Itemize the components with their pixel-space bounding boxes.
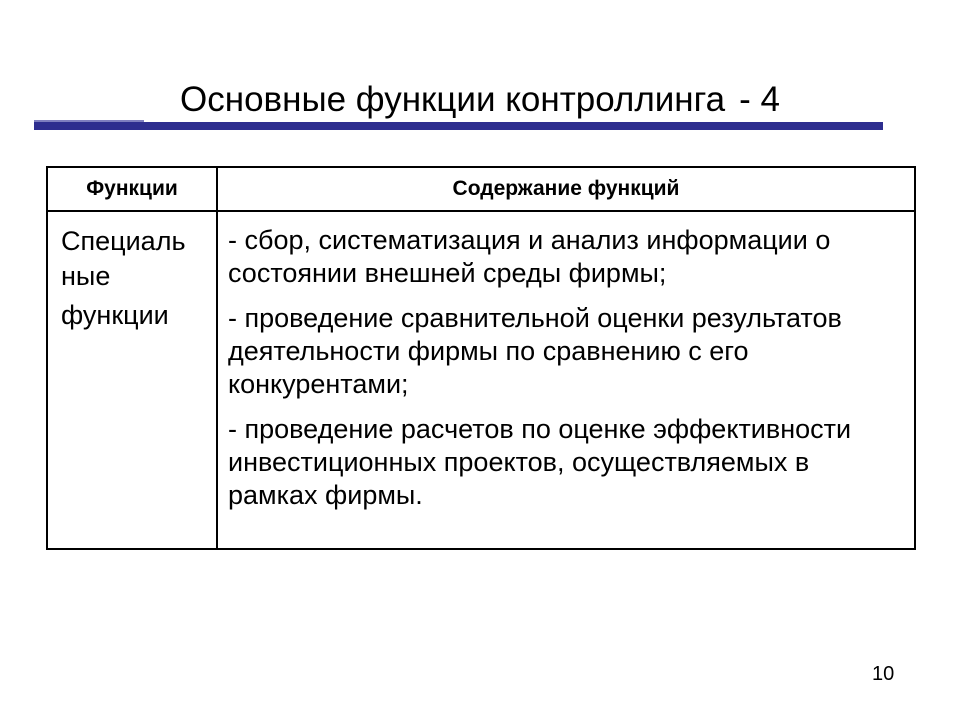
title-underline bbox=[34, 122, 883, 130]
functions-table bbox=[46, 166, 916, 550]
page-number: 10 bbox=[872, 663, 895, 685]
header-content: Содержание функций bbox=[217, 167, 915, 211]
title-suffix: - 4 bbox=[739, 80, 780, 119]
table-header-row bbox=[47, 167, 915, 211]
table-row bbox=[47, 211, 915, 549]
slide-title bbox=[0, 74, 960, 126]
function-name-line1: Специаль ные bbox=[61, 226, 186, 291]
function-name-line2: функции bbox=[61, 300, 169, 330]
content-item: - сбор, систематизация и анализ информации о состоянии внешней среды фирмы; bbox=[228, 225, 831, 288]
content-cell bbox=[217, 211, 915, 549]
content-item: - проведение сравнительной оценки результатов деятельности фирмы по сравнению с его конкурентами; bbox=[228, 303, 842, 399]
function-cell bbox=[47, 211, 217, 549]
title-text: Основные функции контроллинга bbox=[180, 80, 726, 119]
content-item: - проведение расчетов по оценке эффективности инвестиционных проектов, осуществляемых в рамках фирмы. bbox=[228, 414, 852, 510]
header-functions: Функции bbox=[47, 167, 217, 211]
